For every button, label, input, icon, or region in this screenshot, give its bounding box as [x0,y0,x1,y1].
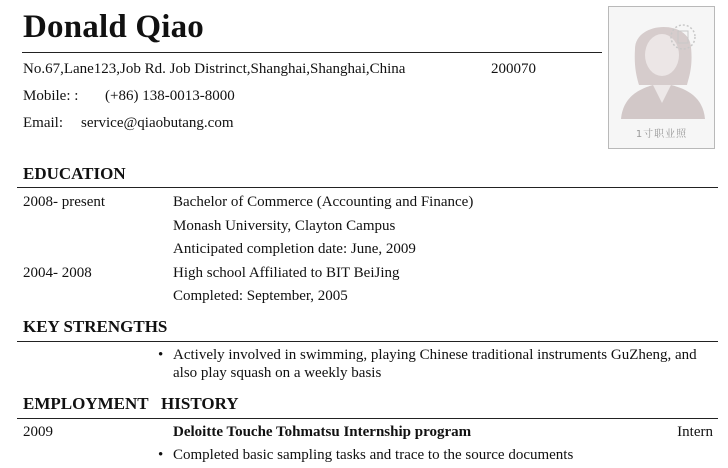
photo-caption: 1寸职业照 [635,129,688,140]
employment-bullet: Completed basic sampling tasks and trace to the source documents [173,447,574,463]
education-line: Anticipated completion date: June, 2009 [173,241,416,257]
employment-heading: EMPLOYMENT HISTORY [23,394,239,413]
education-heading: EDUCATION [23,164,126,183]
employment-divider [17,418,718,419]
education-date: 2004- 2008 [23,265,92,281]
bullet-marker: • [158,347,164,363]
employment-title: Deloitte Touche Tohmatsu Internship program [173,424,472,440]
education-divider [17,187,718,188]
mobile-value: (+86) 138-0013-8000 [105,88,235,104]
strengths-divider [17,341,718,342]
resume-name: Donald Qiao [23,9,204,45]
address: No.67,Lane123,Job Rd. Job Distrinct,Shanghai,Shanghai,China [23,61,406,77]
profile-photo [608,6,715,149]
employment-role: Intern [677,424,713,440]
postcode: 200070 [491,61,536,77]
email-label: Email: [23,115,63,131]
strengths-heading: KEY STRENGTHS [23,317,168,336]
email-value: service@qiaobutang.com [81,115,234,131]
mobile-label: Mobile: : [23,88,79,104]
education-line: Monash University, Clayton Campus [173,218,396,234]
education-line: Completed: September, 2005 [173,288,348,304]
education-line: High school Affiliated to BIT BeiJing [173,265,400,281]
strength-item: Actively involved in swimming, playing Chinese traditional instruments GuZheng, and [173,347,697,363]
bullet-marker: • [158,447,164,463]
name-divider [22,52,602,53]
employment-date: 2009 [23,424,53,440]
education-line: Bachelor of Commerce (Accounting and Finance) [173,194,474,210]
education-date: 2008- present [23,194,106,210]
strength-item-continued: also play squash on a weekly basis [173,365,382,381]
